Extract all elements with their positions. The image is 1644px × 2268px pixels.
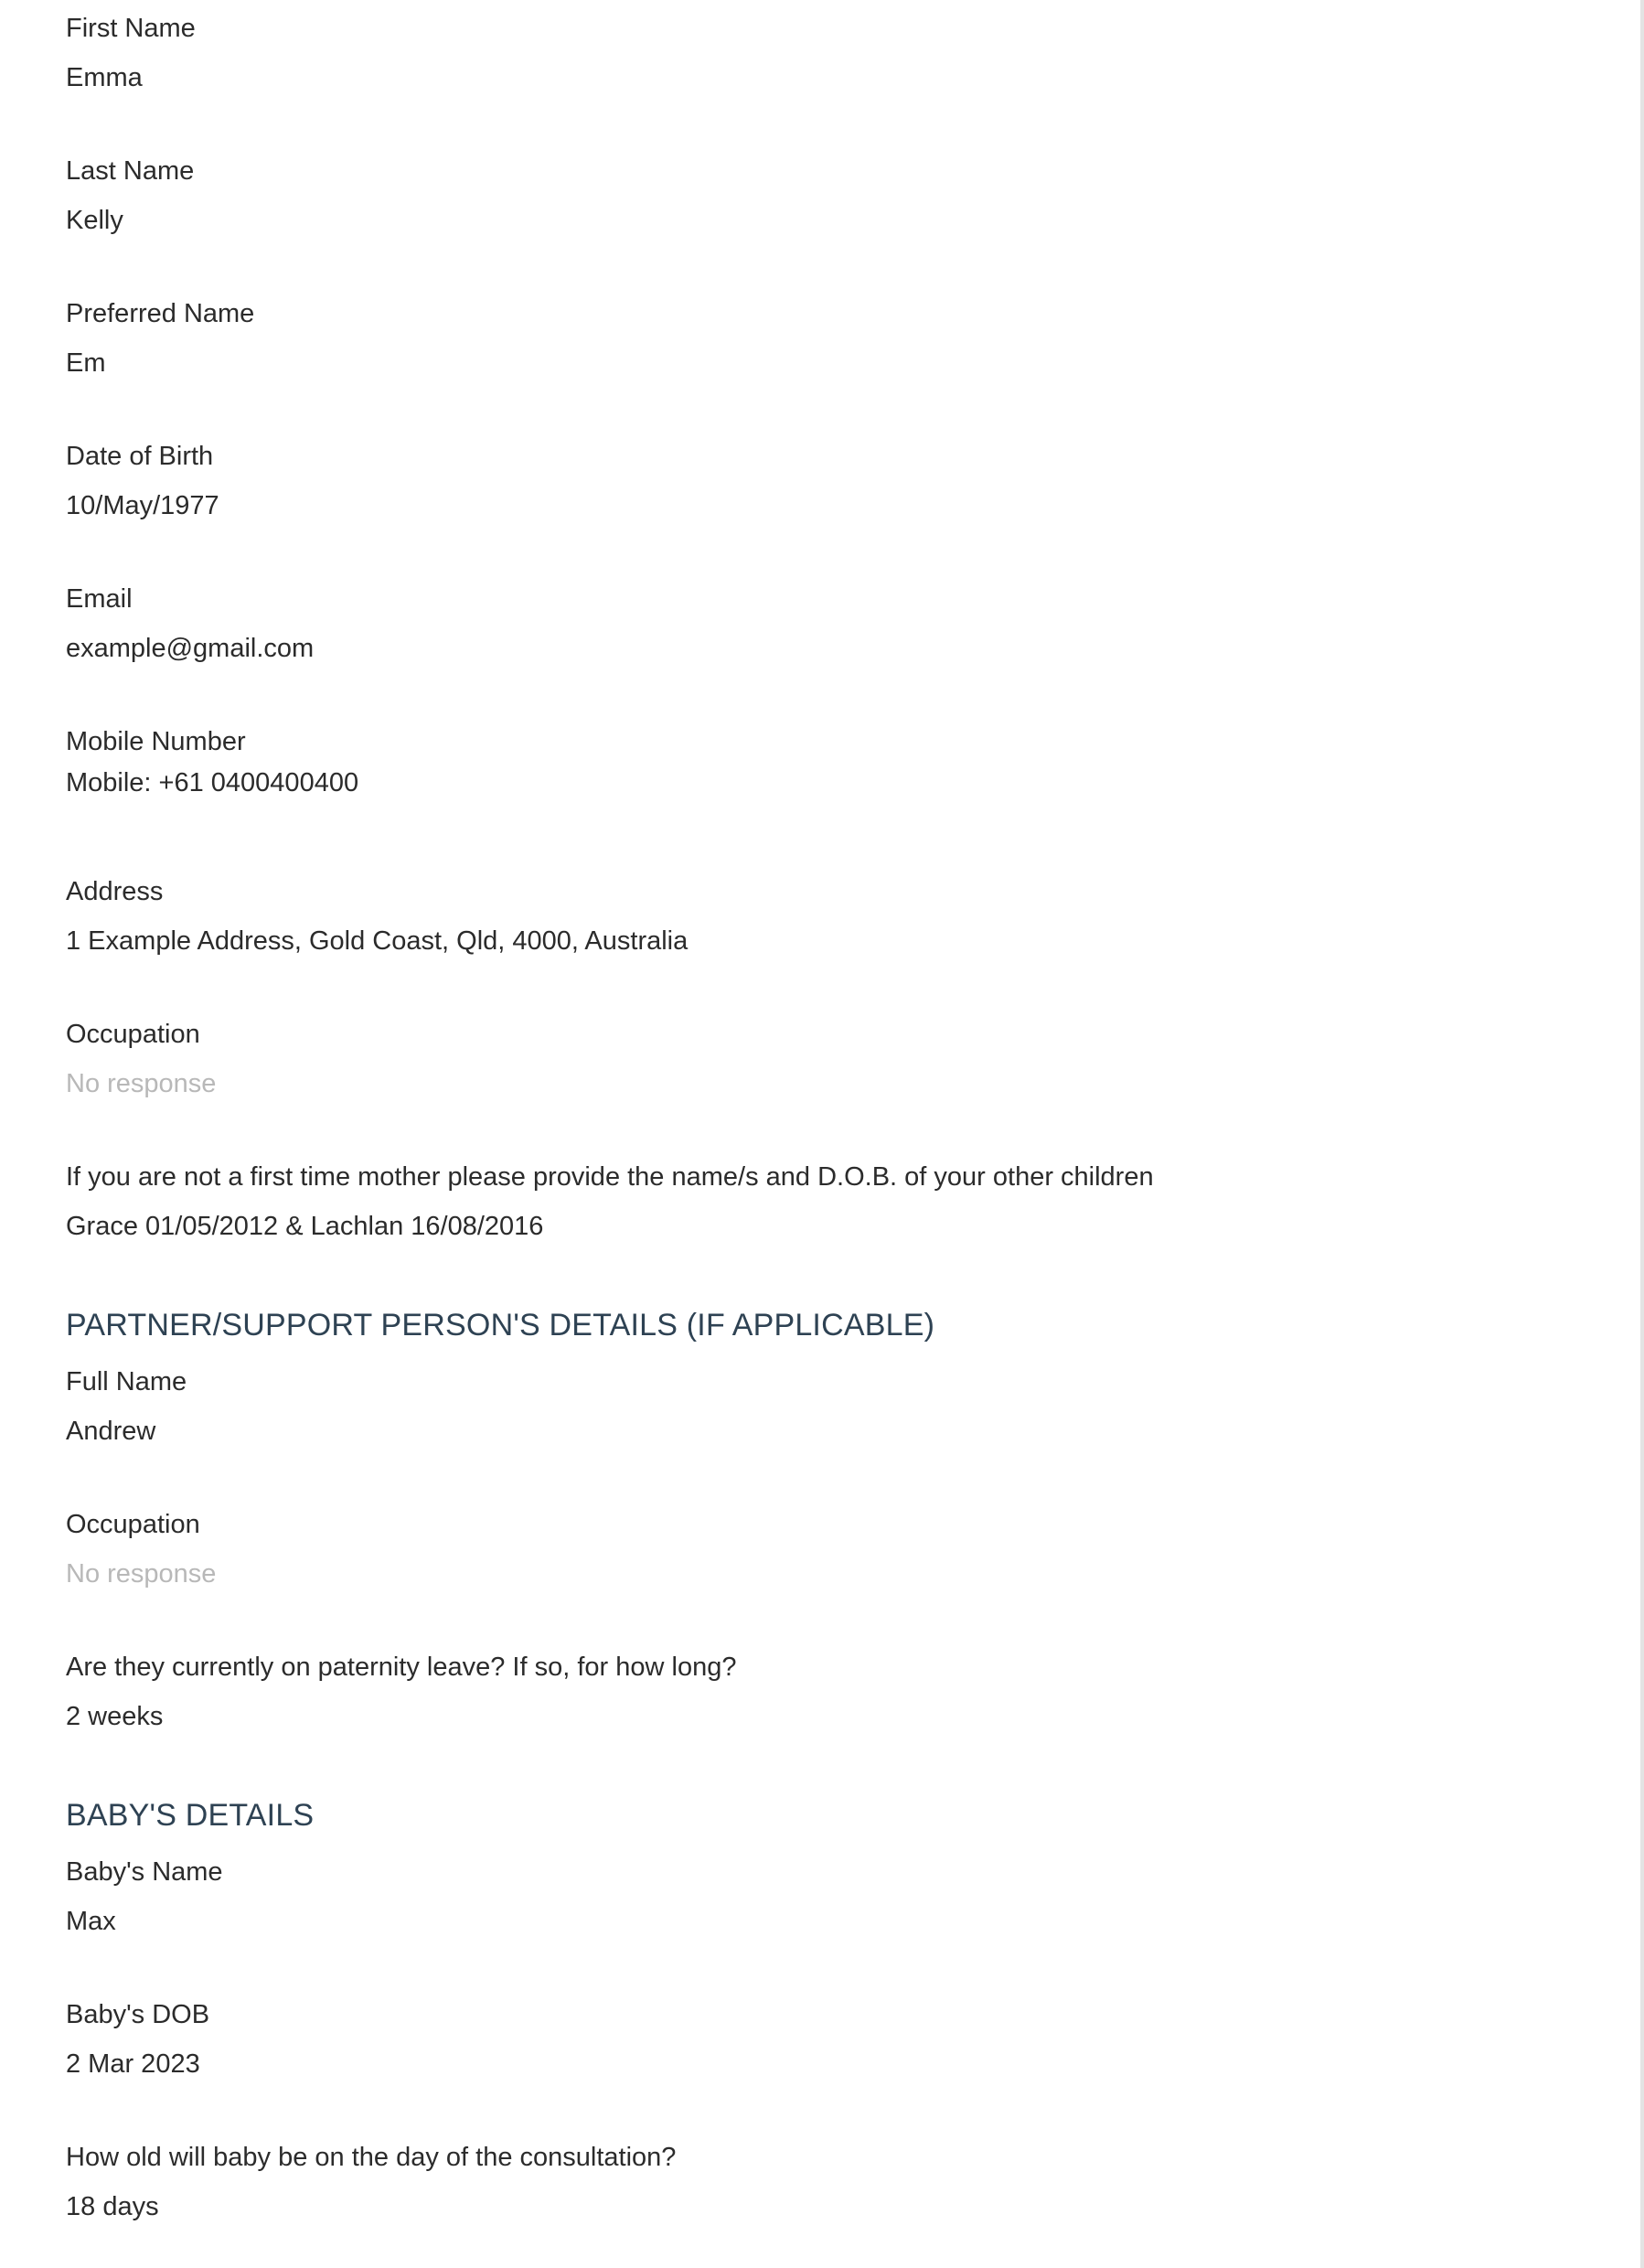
baby-name-value: Max xyxy=(66,1907,116,1936)
paternity-leave-label: Are they currently on paternity leave? If so, for how long? xyxy=(66,1653,737,1682)
occupation-label: Occupation xyxy=(66,1020,200,1049)
baby-dob-label: Baby's DOB xyxy=(66,2000,210,2029)
last-name-value: Kelly xyxy=(66,206,123,235)
baby-name-label: Baby's Name xyxy=(66,1857,223,1887)
partner-full-name-value: Andrew xyxy=(66,1417,156,1446)
mobile-number-value: Mobile: +61 0400400400 xyxy=(66,768,359,797)
partner-full-name-label: Full Name xyxy=(66,1367,187,1396)
other-children-label: If you are not a first time mother please provide the name/s and D.O.B. of your other children xyxy=(66,1162,1154,1192)
partner-occupation-label: Occupation xyxy=(66,1510,200,1539)
address-label: Address xyxy=(66,877,164,906)
address-value: 1 Example Address, Gold Coast, Qld, 4000, Australia xyxy=(66,926,689,956)
email-label: Email xyxy=(66,584,133,614)
preferred-name-label: Preferred Name xyxy=(66,299,255,328)
scrollbar-track[interactable] xyxy=(1640,0,1644,2268)
baby-age-value: 18 days xyxy=(66,2192,159,2221)
partner-occupation-value: No response xyxy=(66,1559,217,1589)
date-of-birth-value: 10/May/1977 xyxy=(66,491,219,520)
baby-age-label: How old will baby be on the day of the consultation? xyxy=(66,2143,677,2172)
occupation-value: No response xyxy=(66,1069,217,1098)
partner-section-heading: PARTNER/SUPPORT PERSON'S DETAILS (IF APPLICABLE) xyxy=(66,1308,935,1343)
baby-dob-value: 2 Mar 2023 xyxy=(66,2049,200,2079)
baby-section-heading: BABY'S DETAILS xyxy=(66,1798,315,1833)
paternity-leave-value: 2 weeks xyxy=(66,1702,164,1731)
other-children-value: Grace 01/05/2012 & Lachlan 16/08/2016 xyxy=(66,1212,544,1241)
last-name-label: Last Name xyxy=(66,156,195,186)
email-value: example@gmail.com xyxy=(66,634,315,663)
first-name-label: First Name xyxy=(66,14,196,43)
mobile-number-label: Mobile Number xyxy=(66,727,246,756)
preferred-name-value: Em xyxy=(66,348,106,378)
date-of-birth-label: Date of Birth xyxy=(66,442,214,471)
first-name-value: Emma xyxy=(66,63,143,92)
